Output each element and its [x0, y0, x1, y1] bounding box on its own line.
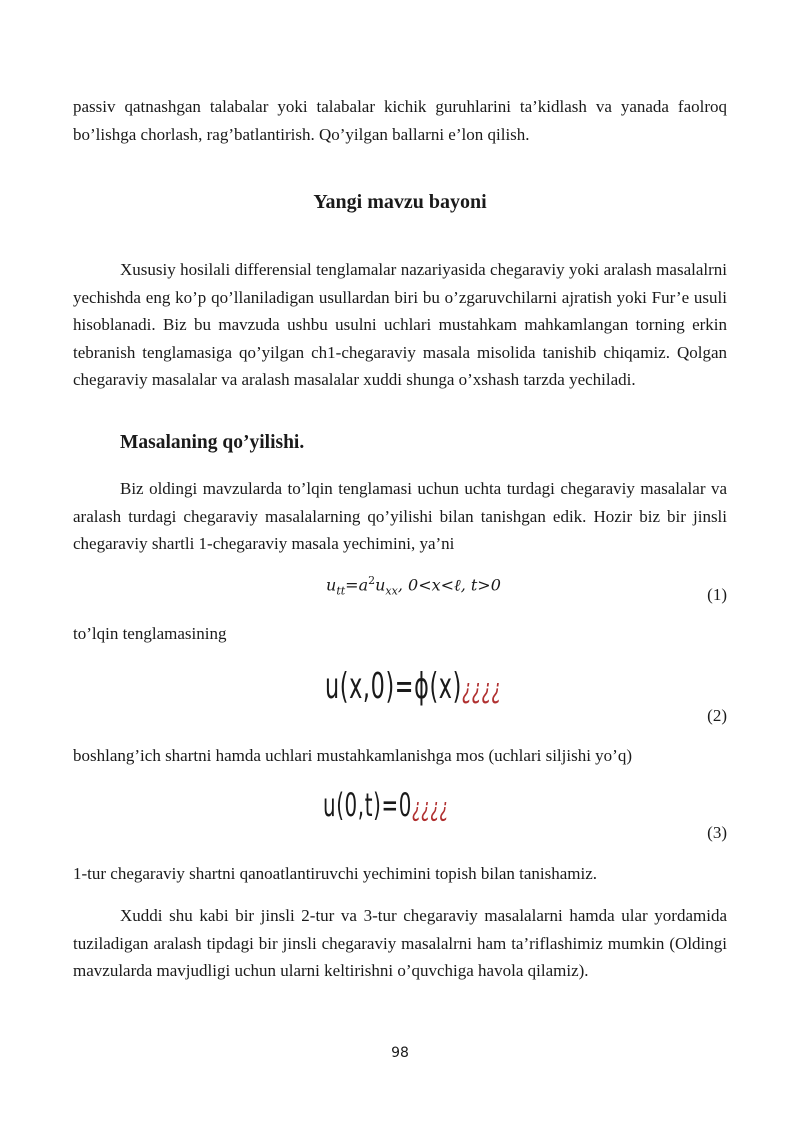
- paragraph-other-types: Xuddi shu kabi bir jinsli 2-tur va 3-tur chegaraviy masalalarni hamda ular yordamida tuziladigan aralash tipdagi bir jinsli chegaraviy masalalrni ham ta’riflashimiz mumkin (Oldingi mavzularda mavjudligi uchun ularni keltirishni o’quvchiga havola qilamiz).: [73, 906, 727, 980]
- intro-paragraph: passiv qatnashgan talabalar yoki talabalar kichik guruhlarini ta’kidlash va yanada faolroq bo’lishga chorlash, rag’batlantirish. Qo’yilgan ballarni e’lon qilish.: [73, 97, 727, 144]
- text-after-eq2: boshlang’ich shartni hamda uchlari mustahkamlanishga mos (uchlari siljishi yo’q): [73, 746, 632, 765]
- equation-number-3: (3): [707, 823, 727, 842]
- equation-2-artifact: ¿¿¿¿: [461, 672, 502, 705]
- equation-1: $u_{tt}=a^2u_{xx}$, 0<x<ℓ, t>0: [326, 574, 501, 598]
- equation-2: u(x,0)=ϕ(x)¿¿¿¿: [325, 666, 502, 707]
- page-number: 98: [391, 1045, 409, 1061]
- text-after-eq1: to’lqin tenglamasining: [73, 624, 227, 643]
- section-heading: Yangi mavzu bayoni: [313, 191, 487, 213]
- equation-number-2: (2): [707, 706, 727, 725]
- paragraph-method: Xususiy hosilali differensial tenglamalar nazariyasida chegaraviy yoki aralash masalalrni yechishda eng ko’p qo’llaniladigan usullardan biri bu o’zgaruvchilarni ajratish yoki Fur’e usuli hisoblanadi. Biz bu mavzuda ushbu usulni uchlari mustahkam mahkamlangan torning erkin tebranish tenglamasiga qo’yilgan ch1-chegaraviy masala misolida tanishib chiqamiz. Qolgan chegaraviy masalalar va aralash masalalar xuddi shunga o’xshash tarzda yechiladi.: [73, 260, 727, 389]
- equation-3-artifact: ¿¿¿¿: [411, 793, 449, 823]
- paragraph-problem: Biz oldingi mavzularda to’lqin tenglamasi uchun uchta turdagi chegaraviy masalalar va aralash turdagi chegaraviy masalalarning qo’yilishi bilan tanishgan edik. Hozir biz bir jinsli chegaraviy shartli 1-chegaraviy masala yechimini, ya’ni: [73, 479, 727, 553]
- subheading: Masalaning qo’yilishi.: [120, 432, 305, 453]
- equation-3: u(0,t)=0¿¿¿¿: [323, 786, 449, 824]
- equation-number-1: (1): [707, 585, 727, 604]
- text-after-eq3: 1-tur chegaraviy shartni qanoatlantiruvchi yechimini topish bilan tanishamiz.: [73, 864, 598, 883]
